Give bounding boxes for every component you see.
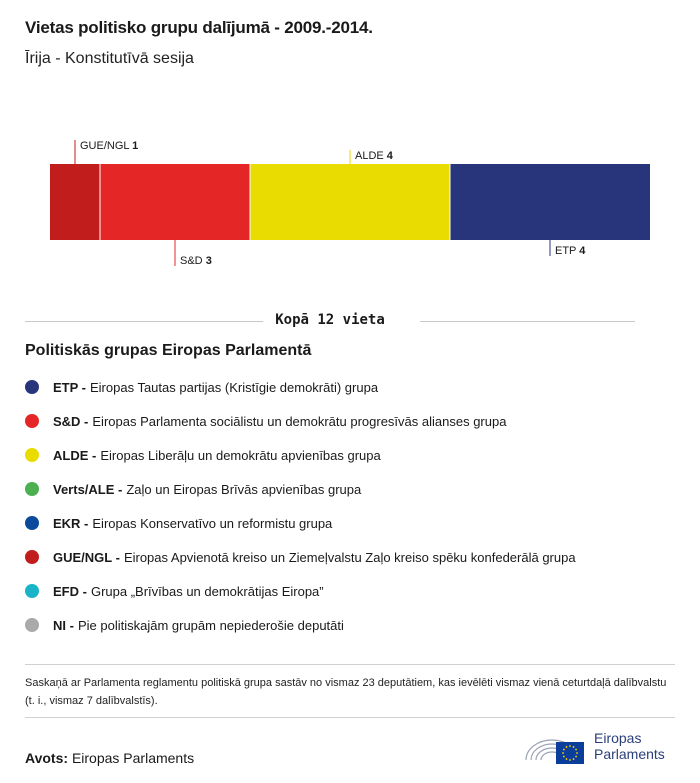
footnote: Saskaņā ar Parlamenta reglamentu politiskā grupa sastāv no vismaz 23 deputātiem, kas ievēlēti vismaz vienā ceturtdaļā dalībvalstu (t. i., vismaz 7 dalībvalstīs). (25, 677, 667, 707)
total-label: Kopā 12 vieta (263, 312, 397, 328)
ep-logo-icon (520, 728, 590, 768)
chart-title: Vietas politisko grupu dalījumā - 2009.-2014. (25, 18, 373, 37)
note-divider-bottom (25, 717, 675, 718)
legend-title: Politiskās grupas Eiropas Parlamentā (25, 342, 312, 359)
legend-item (25, 608, 685, 642)
legend-item (25, 574, 685, 608)
total-line-right (420, 321, 635, 322)
legend-item (25, 438, 685, 472)
total-row (25, 312, 635, 332)
legend-abbr: S&D - (53, 413, 89, 429)
legend-abbr: GUE/NGL - (53, 549, 120, 565)
ep-logo-line2: Parlaments (594, 746, 665, 762)
legend-dot-icon (25, 380, 39, 394)
legend-text: Eiropas Konservatīvo un reformistu grupa (92, 515, 333, 531)
segment-name-gue-ngl: GUE/NGL (80, 140, 133, 152)
legend-item (25, 472, 685, 506)
bar-segment-alde (250, 164, 450, 240)
legend-text: Eiropas Tautas partijas (Kristīgie demokrāti) grupa (90, 379, 379, 395)
legend-text: Eiropas Parlamenta sociālistu un demokrātu progresīvās alianses grupa (92, 413, 507, 429)
bar-segment-etp (450, 164, 650, 240)
legend-text: Eiropas Apvienotā kreiso un Ziemeļvalstu Zaļo kreiso spēku konfederālā grupa (123, 549, 576, 565)
legend-dot-icon (25, 584, 39, 598)
segment-label-s-d (180, 255, 212, 267)
source-label: Avots: (25, 750, 69, 766)
ep-logo-line1: Eiropas (594, 730, 642, 746)
legend-dot-icon (25, 550, 39, 564)
segment-label-alde (355, 150, 394, 162)
legend-item (25, 506, 685, 540)
bar-segment-gue-ngl (50, 164, 100, 240)
legend-dot-icon (25, 482, 39, 496)
legend-abbr: EFD - (53, 583, 87, 599)
legend-dot-icon (25, 618, 39, 632)
legend-abbr: Verts/ALE - (53, 481, 123, 497)
legend-dot-icon (25, 414, 39, 428)
segment-name-etp: ETP (555, 245, 580, 257)
legend-item (25, 404, 685, 438)
note-divider-top (25, 664, 675, 665)
segment-value-alde: 4 (386, 150, 393, 162)
legend-item (25, 540, 685, 574)
legend-dot-icon (25, 516, 39, 530)
legend-text: Zaļo un Eiropas Brīvās apvienības grupa (126, 481, 362, 497)
legend-abbr: ETP - (53, 379, 86, 395)
legend-abbr: ALDE - (53, 447, 97, 463)
chart-subtitle: Īrija - Konstitutīvā sesija (25, 50, 194, 67)
segment-value-s-d: 3 (205, 255, 212, 267)
ep-logo (520, 728, 680, 768)
legend-item (25, 370, 685, 404)
legend-text: Pie politiskajām grupām nepiederošie deputāti (77, 617, 344, 633)
segment-name-s-d: S&D (180, 255, 206, 267)
segment-name-alde: ALDE (355, 150, 387, 162)
source-value: Eiropas Parlaments (71, 750, 195, 766)
segment-label-gue-ngl (80, 140, 138, 152)
legend-abbr: NI - (53, 617, 74, 633)
legend-abbr: EKR - (53, 515, 89, 531)
segment-label-etp (555, 245, 586, 257)
segment-value-gue-ngl: 1 (132, 140, 139, 152)
legend-dot-icon (25, 448, 39, 462)
legend (25, 370, 685, 642)
legend-text: Grupa „Brīvības un demokrātijas Eiropa” (90, 583, 324, 599)
ep-logo-text (594, 730, 665, 762)
stacked-bar-chart (0, 130, 700, 275)
total-line-left (25, 321, 265, 322)
bar-segment-s-d (100, 164, 250, 240)
legend-text: Eiropas Liberāļu un demokrātu apvienības grupa (100, 447, 381, 463)
segment-value-etp: 4 (579, 245, 586, 257)
source-line (25, 750, 194, 766)
